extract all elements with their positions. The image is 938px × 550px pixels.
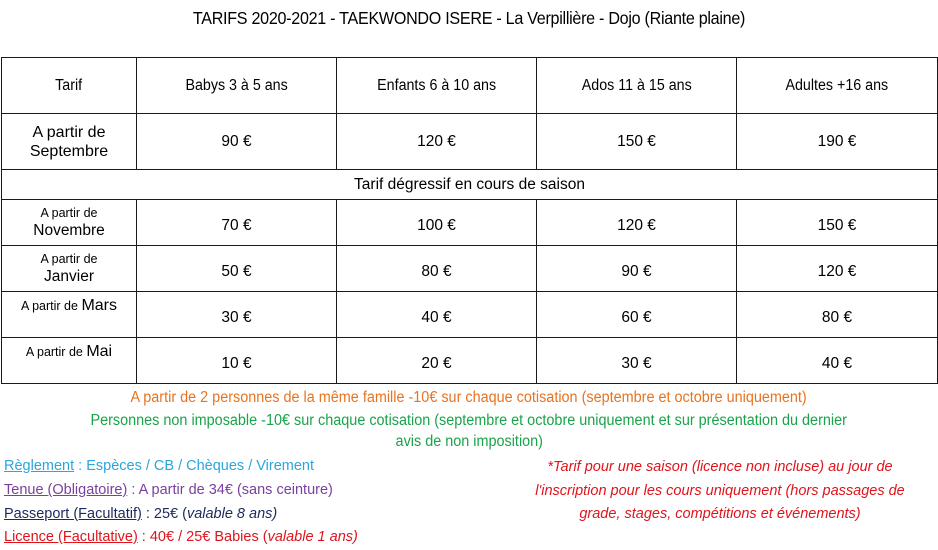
table-row xyxy=(2,246,938,292)
price-cell: 100 € xyxy=(337,200,537,246)
header-cell: Adultes +16 ans xyxy=(737,58,938,114)
row-label: A partir de Janvier xyxy=(2,246,137,292)
payment-label: Règlement xyxy=(4,458,75,474)
header-cell: Enfants 6 à 10 ans xyxy=(337,58,537,114)
table-row-september xyxy=(2,114,938,170)
table-row-degressif xyxy=(2,170,938,200)
price-cell: 90 € xyxy=(537,246,737,292)
price-cell: 120 € xyxy=(537,200,737,246)
licence-info: Licence (Facultative) : 40€ / 25€ Babies (valable 1 ans) xyxy=(4,529,358,545)
table-row xyxy=(2,338,938,384)
header-cell: Tarif xyxy=(2,58,137,114)
price-cell: 10 € xyxy=(137,338,337,384)
price-cell: 30 € xyxy=(537,338,737,384)
row-label: A partir de Mai xyxy=(2,338,137,384)
table-row xyxy=(2,200,938,246)
price-cell: 90 € xyxy=(137,114,337,170)
price-cell: 190 € xyxy=(737,114,938,170)
price-cell: 30 € xyxy=(137,292,337,338)
passport-label: Passeport (Facultatif) xyxy=(4,506,142,522)
price-cell: 80 € xyxy=(337,246,537,292)
pricing-table xyxy=(1,57,938,384)
price-cell: 150 € xyxy=(537,114,737,170)
licence-label: Licence (Facultative) xyxy=(4,529,138,545)
price-cell: 50 € xyxy=(137,246,337,292)
price-cell: 120 € xyxy=(737,246,938,292)
price-cell: 80 € xyxy=(737,292,938,338)
price-cell: 60 € xyxy=(537,292,737,338)
price-cell: 120 € xyxy=(337,114,537,170)
price-cell: 150 € xyxy=(737,200,938,246)
header-cell: Babys 3 à 5 ans xyxy=(137,58,337,114)
degressif-label: Tarif dégressif en cours de saison xyxy=(2,170,938,200)
uniform-label: Tenue (Obligatoire) xyxy=(4,482,128,498)
price-cell: 40 € xyxy=(337,292,537,338)
header-cell: Ados 11 à 15 ans xyxy=(537,58,737,114)
row-label: A partir de Septembre xyxy=(2,114,137,170)
price-cell: 70 € xyxy=(137,200,337,246)
page-title: TARIFS 2020-2021 - TAEKWONDO ISERE - La Verpillière - Dojo (Riante plaine) xyxy=(192,8,746,28)
price-cell: 20 € xyxy=(337,338,537,384)
passport-info: Passeport (Facultatif) : 25€ (valable 8 ans) xyxy=(4,506,278,522)
uniform-info: Tenue (Obligatoire) : A partir de 34€ (sans ceinture) xyxy=(4,482,333,498)
pricing-disclaimer: *Tarif pour une saison (licence non incluse) au jour de l'inscription pour les cours uniquement (hors passages de grade, stages, compétitions et événements) xyxy=(535,459,905,522)
non-taxable-note-line1: Personnes non imposable -10€ sur chaque cotisation (septembre et octobre uniquement et sur présentation du dernier xyxy=(90,412,848,429)
table-row xyxy=(2,292,938,338)
row-label: A partir de Mars xyxy=(2,292,137,338)
payment-methods-info: Règlement : Espèces / CB / Chèques / Virement xyxy=(4,458,315,474)
table-header-row xyxy=(2,58,938,114)
non-taxable-note-line2: avis de non imposition) xyxy=(395,433,543,450)
family-discount-note: A partir de 2 personnes de la même famille -10€ sur chaque cotisation (septembre et octobre uniquement) xyxy=(130,389,808,406)
price-cell: 40 € xyxy=(737,338,938,384)
row-label: A partir de Novembre xyxy=(2,200,137,246)
